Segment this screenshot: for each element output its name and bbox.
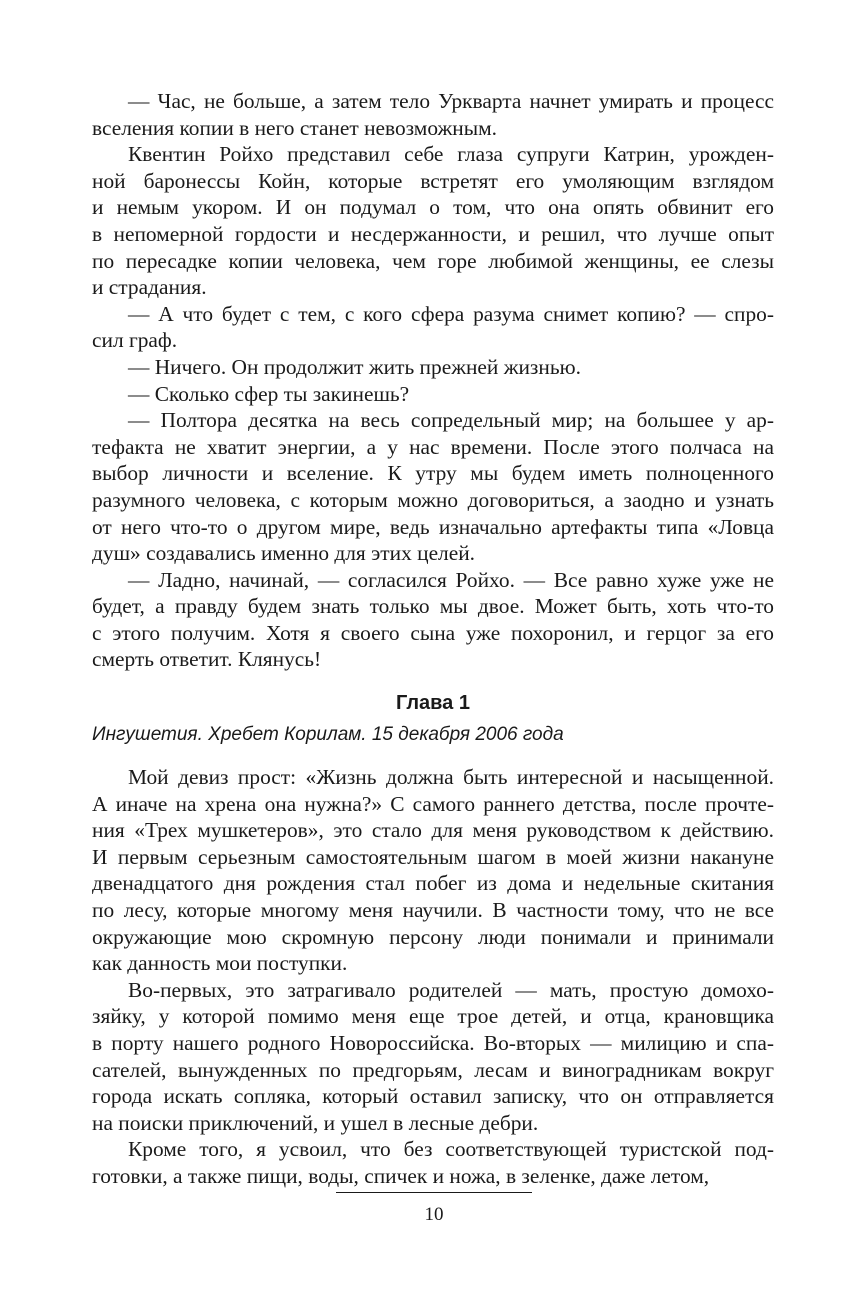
paragraph [92,1136,774,1189]
page-number: 10 [424,1204,444,1225]
paragraph [92,301,774,354]
paragraph [92,88,774,141]
paragraph [92,567,774,673]
text-line: по пересадке копии человека, чем горе любимой женщины, ее слезы [92,248,774,273]
text-line: сателей, вынужденных по предгорьям, лесам и виноградникам вокруг [92,1057,774,1082]
text-block-after-chapter [92,764,774,1190]
text-line: зяйку, у которой помимо меня еще трое детей, и отца, крановщика [92,1004,774,1029]
text-line: Мой девиз прост: «Жизнь должна быть интересной и насыщенной. [128,765,774,789]
text-line: — Час, не больше, а затем тело Уркварта начнет умирать и процесс [128,89,774,113]
text-line: вселения копии в него станет невозможным. [92,115,497,140]
text-line: тефакта не хватит энергии, а у нас времени. После этого полчаса на [92,434,774,459]
text-line: — Ничего. Он продолжит жить прежней жизнью. [128,354,581,379]
text-line: ния «Трех мушкетеров», это стало для меня руководством к действию. [92,818,774,843]
text-line: Квентин Ройхо представил себе глаза супруги Катрин, урожден- [128,142,774,167]
text-line: — Ладно, начинай, — согласился Ройхо. — Все равно хуже уже не [128,567,774,592]
text-line: А иначе на хрена она нужна?» С самого раннего детства, после прочте- [92,791,774,816]
text-line: — Сколько сфер ты закинешь? [128,381,410,406]
text-line: от него что-то о другом мире, ведь изначально артефакты типа «Ловца [92,514,774,539]
text-line: — А что будет с тем, с кого сфера разума снимет копию? — спро- [128,301,774,326]
text-line: будет, а правду будем знать только мы двое. Может быть, хоть что-то [92,594,774,619]
text-line: как данность мои поступки. [92,951,348,976]
paragraph [92,354,774,381]
text-line: И первым серьезным самостоятельным шагом в моей жизни накануне [92,844,774,869]
text-line: окружающие мою скромную персону люди понимали и принимали [92,924,774,949]
text-block-before-chapter [92,88,774,673]
text-line: смерть ответит. Клянусь! [92,647,322,672]
text-line: с этого получим. Хотя я своего сына уже похоронил, и герцог за его [92,620,774,645]
text-line: разумного человека, с которым можно договориться, а заодно и узнать [92,487,774,512]
text-line: в порту нашего родного Новороссийска. Во-вторых — милицию и спа- [92,1030,774,1055]
text-line: на поиски приключений, и ушел в лесные дебри. [92,1110,539,1135]
text-line: и страдания. [92,275,207,300]
paragraph [92,977,774,1137]
text-line: сил граф. [92,328,178,353]
text-line: душ» создавались именно для этих целей. [92,541,476,566]
paragraph [92,407,774,567]
text-line: в непомерной гордости и несдержанности, и решил, что лучше опыт [92,221,774,246]
paragraph [92,764,774,977]
text-line: Кроме того, я усвоил, что без соответствующей туристской под- [128,1137,774,1162]
chapter-title: Глава 1 [395,692,470,714]
text-line: ной баронессы Койн, которые встретят его умоляющим взглядом [92,168,774,193]
footer-rule [336,1192,532,1193]
text-line: — Полтора десятка на весь сопредельный мир; на большее у ар- [128,408,774,433]
paragraph [92,381,774,408]
text-line: выбор личности и вселение. К утру мы будем иметь полноценного [92,461,774,486]
text-line: города искать сопляка, который оставил записку, что он отправляется [92,1084,774,1109]
text-line: Во-первых, это затрагивало родителей — мать, простую домохо- [128,977,774,1002]
text-line: по лесу, которые многому меня научили. В частности тому, что не все [92,897,774,922]
text-line: двенадцатого дня рождения стал побег из дома и недельные скитания [92,871,774,896]
text-line: и немым укором. И он подумал о том, что она опять обвинит его [92,195,774,220]
chapter-subtitle: Ингушетия. Хребет Корилам. 15 декабря 2006 года [92,724,564,745]
text-line: готовки, а также пищи, воды, спичек и ножа, в зеленке, даже летом, [92,1163,710,1188]
paragraph [92,141,774,301]
